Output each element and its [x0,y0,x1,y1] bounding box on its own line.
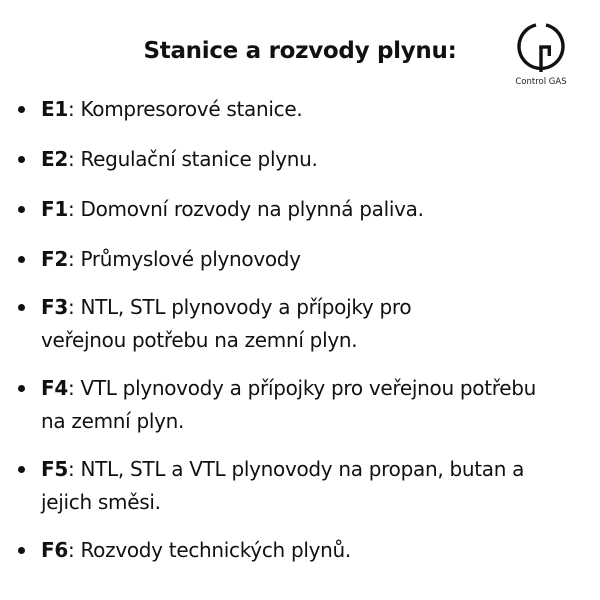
bullet-icon [18,466,25,473]
bullet-icon [18,156,25,163]
list-item-e1 [14,93,584,126]
logo-text: Control GAS [515,77,567,87]
item-text: : NTL, STL a VTL plynovody na propan, butan a jejich směsi. [41,457,525,514]
control-gas-logo-icon [514,20,568,74]
bullet-icon [18,256,25,263]
item-code: F3 [41,295,68,319]
list-item-f3 [14,291,486,357]
item-code: E1 [41,97,68,121]
item-code: F4 [41,376,68,400]
control-gas-logo [510,20,572,90]
bullet-icon [18,385,25,392]
item-code: E2 [41,147,68,171]
item-text: : Průmyslové plynovody [67,247,301,271]
list-item-f1 [14,193,584,226]
station-list [14,93,584,567]
item-text: : Kompresorové stanice. [67,97,303,121]
list-item-f5 [14,453,531,519]
bullet-icon [18,547,25,554]
list-item-f6 [14,534,584,567]
item-text: : Regulační stanice plynu. [67,147,318,171]
list-item-f2 [14,243,584,276]
bullet-icon [18,206,25,213]
item-code: F1 [41,197,68,221]
item-code: F6 [41,538,68,562]
bullet-icon [18,304,25,311]
list-item-f4 [14,372,541,438]
item-text: : Rozvody technických plynů. [67,538,351,562]
title-text: Stanice a rozvody plynu: [143,38,457,64]
item-text: : NTL, STL plynovody a přípojky pro veřejnou potřebu na zemní plyn. [41,295,412,352]
bullet-icon [18,106,25,113]
list-item-e2 [14,143,584,176]
item-text: : VTL plynovody a přípojky pro veřejnou potřebu na zemní plyn. [41,376,537,433]
item-code: F2 [41,247,68,271]
item-text: : Domovní rozvody na plynná paliva. [67,197,424,221]
item-code: F5 [41,457,68,481]
